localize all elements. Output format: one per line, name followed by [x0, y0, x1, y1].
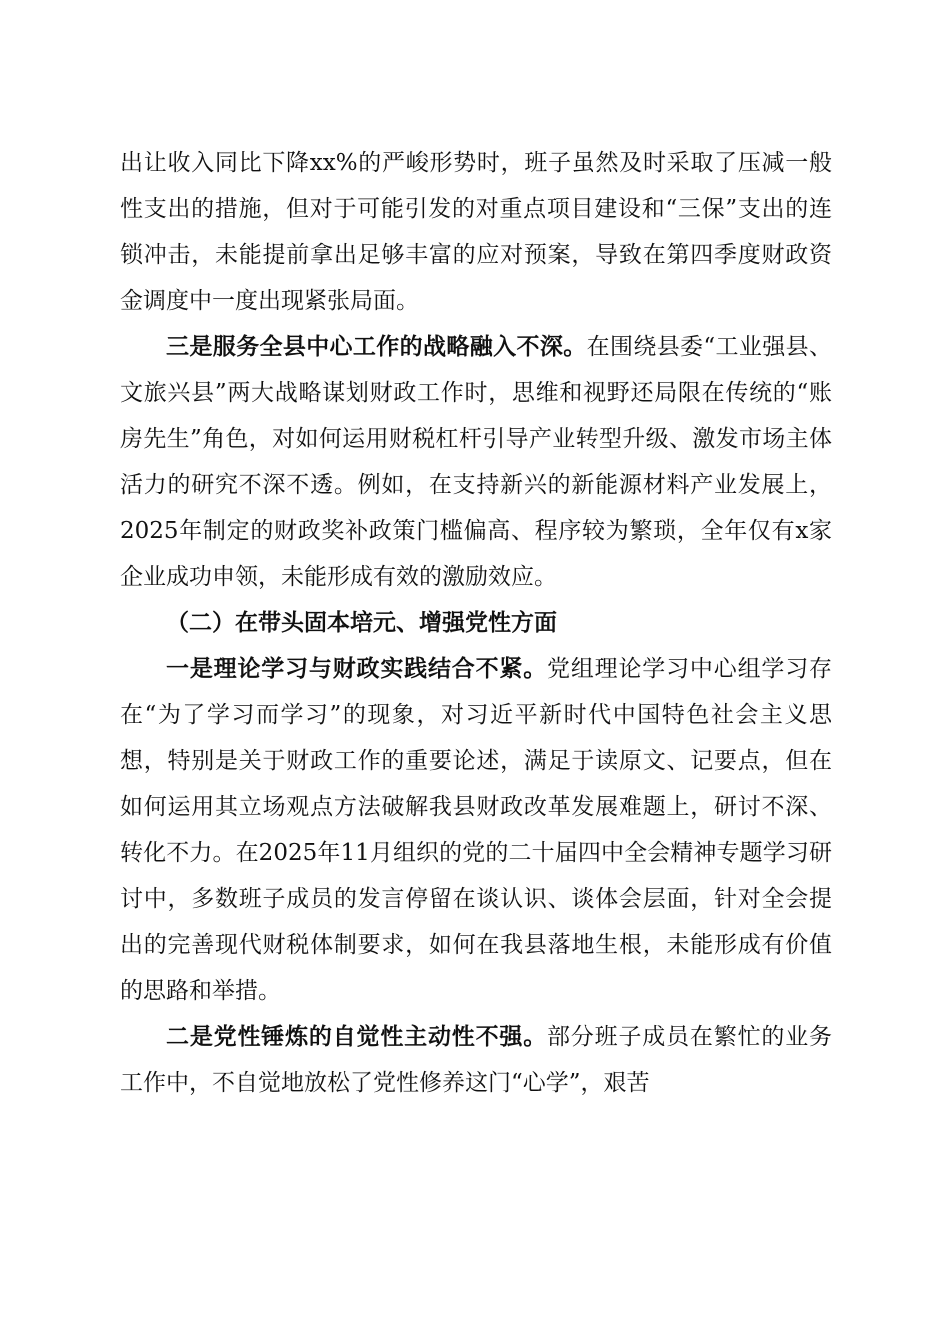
- paragraph-text: 在围绕县委“工业强县、文旅兴县”两大战略谋划财政工作时，思维和视野还局限在传统的“账房先生”角色，对如何运用财税杠杆引导产业转型升级、激发市场主体活力的研究不深不透。例如，在支持新兴的新能源材料产业发展上，2025年制定的财政奖补政策门槛偏高、程序较为繁琐，全年仅有x家企业成功申领，未能形成有效的激励效应。: [120, 334, 833, 590]
- paragraph-lead: 三是服务全县中心工作的战略融入不深。: [166, 333, 587, 360]
- paragraph-text: 出让收入同比下降xx%的严峻形势时，班子虽然及时采取了压减一般性支出的措施，但对于可能引发的对重点项目建设和“三保”支出的连锁冲击，未能提前拿出足够丰富的应对预案，导致在第四季度财政资金调度中一度出现紧张局面。: [120, 150, 832, 314]
- paragraph-text: 部分班子成员在繁忙的业务工作中，不自觉地放松了党性修养这门“心学”，艰苦: [120, 1024, 833, 1096]
- paragraph-theory-study: [120, 646, 832, 1014]
- paragraph-lead: 二是党性锤炼的自觉性主动性不强。: [166, 1023, 548, 1050]
- paragraph-lead: 一是理论学习与财政实践结合不紧。: [166, 655, 548, 682]
- paragraph-strategy-integration: [120, 324, 832, 600]
- document-body: [120, 140, 832, 1106]
- paragraph-text: 党组理论学习中心组学习存在“为了学习而学习”的现象，对习近平新时代中国特色社会主义思想，特别是关于财政工作的重要论述，满足于读原文、记要点，但在如何运用其立场观点方法破解我县财政改革发展难题上，研讨不深、转化不力。在2025年11月组织的党的二十届四中全会精神专题学习研讨中，多数班子成员的发言停留在谈认识、谈体会层面，针对全会提出的完善现代财税体制要求，如何在我县落地生根，未能形成有价值的思路和举措。: [120, 656, 833, 1004]
- paragraph-party-discipline: [120, 1014, 832, 1106]
- paragraph-continued: [120, 140, 832, 324]
- section-heading: （二）在带头固本培元、增强党性方面: [166, 609, 557, 636]
